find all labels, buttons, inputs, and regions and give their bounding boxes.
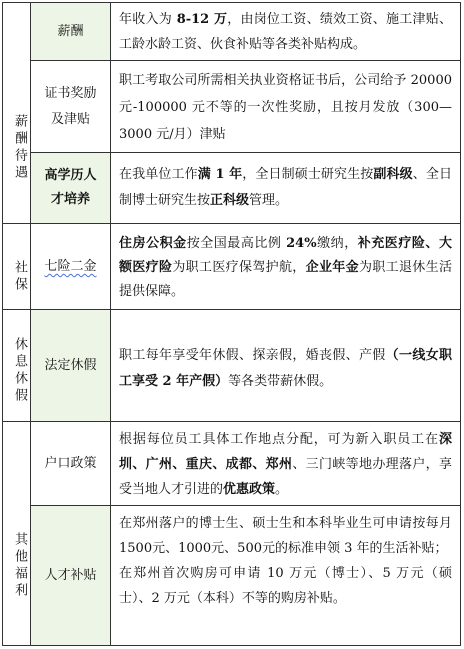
insurance-text-4: 为职工退休生活提供保障。 (119, 260, 452, 299)
category-other: 其他福利 (12, 532, 27, 600)
label-edu-text: 高学历人才培养 (44, 168, 97, 207)
label-pay: 薪酬 (31, 3, 110, 60)
category-social: 社保 (12, 259, 27, 294)
edu-text-2: ，全日制硕士研究生按 (242, 167, 374, 182)
content-pay (111, 3, 460, 60)
edu-level-phd: 正科级 (210, 193, 250, 208)
insurance-rate: 24% (286, 236, 317, 251)
content-talent (111, 506, 460, 645)
insurance-annuity: 企业年金 (305, 260, 359, 275)
label-hukou: 户口政策 (44, 456, 97, 471)
hukou-cities: 深圳、广州、重庆、成都、郑州 (119, 432, 452, 472)
insurance-text-2: 缴纳， (316, 236, 358, 251)
insurance-fund: 住房公积金 (119, 236, 187, 251)
hukou-text-3: 。 (275, 482, 289, 497)
edu-text-3: 、全日制博士研究生按 (119, 167, 452, 208)
vacation-maternity: （一线女职工享受 2 年产假） (119, 348, 452, 389)
label-insurance-text: 七险二金 (44, 259, 97, 274)
hukou-text-2: 、三门峡等地办理落户，享受当地人才引进的 (119, 457, 452, 497)
vacation-text-2: 等各类带薪休假。 (228, 374, 333, 389)
edu-level-master: 副科级 (373, 167, 413, 182)
category-salary: 薪酬待遇 (12, 114, 27, 182)
insurance-medical: 补充医疗险、大额医疗险 (119, 236, 452, 275)
content-edu (111, 153, 460, 223)
content-insurance (111, 224, 460, 309)
edu-text-4: 管理。 (249, 193, 289, 208)
content-vacation (111, 310, 460, 421)
label-talent: 人才补贴 (31, 506, 110, 645)
label-insurance (31, 224, 110, 309)
talent-paragraph-2: 在郑州首次购房可申请 10 万元（博士）、5 万元（硕士）、2 万元（本科）不等的购房补贴。 (119, 566, 452, 606)
pay-income: 8-12 万 (171, 12, 228, 27)
label-vacation: 法定休假 (31, 310, 110, 421)
category-leave: 休息休假 (12, 336, 27, 405)
benefits-table (2, 2, 461, 646)
insurance-text-1: 按全国最高比例 (186, 236, 287, 251)
hukou-text-1: 根据每位员工具体工作地点分配，可为新入职员工在 (119, 432, 439, 447)
content-hukou (111, 422, 460, 505)
edu-text-1: 在我单位工作 (119, 167, 198, 182)
vacation-text-1: 职工每年享受年休假、探亲假，婚丧假、产假 (119, 348, 386, 363)
label-cert: 证书奖励及津贴 (44, 85, 97, 127)
insurance-text-3: 为职工医疗保驾护航， (172, 260, 306, 275)
talent-paragraph-1: 在郑州落户的博士生、硕士生和本科毕业生可申请按每月 1500元、1000元、500元的标准申领 3 年的生活补贴； (119, 516, 452, 556)
pay-text-2: ，由岗位工资、绩效工资、施工津贴、工龄水龄工资、伙食补贴等各类补贴构成。 (119, 12, 452, 52)
hukou-policy: 优惠政策 (223, 482, 276, 497)
label-edu (31, 153, 110, 223)
edu-duration: 满 1 年 (197, 167, 243, 182)
cert-text: 职工考取公司所需相关执业资格证书后，公司给予 20000 元-100000 元不等的一次性奖励，且按月发放（300—3000 元/月）津贴 (119, 73, 452, 142)
pay-text-1: 年收入为 (119, 12, 172, 27)
content-cert (111, 61, 460, 152)
